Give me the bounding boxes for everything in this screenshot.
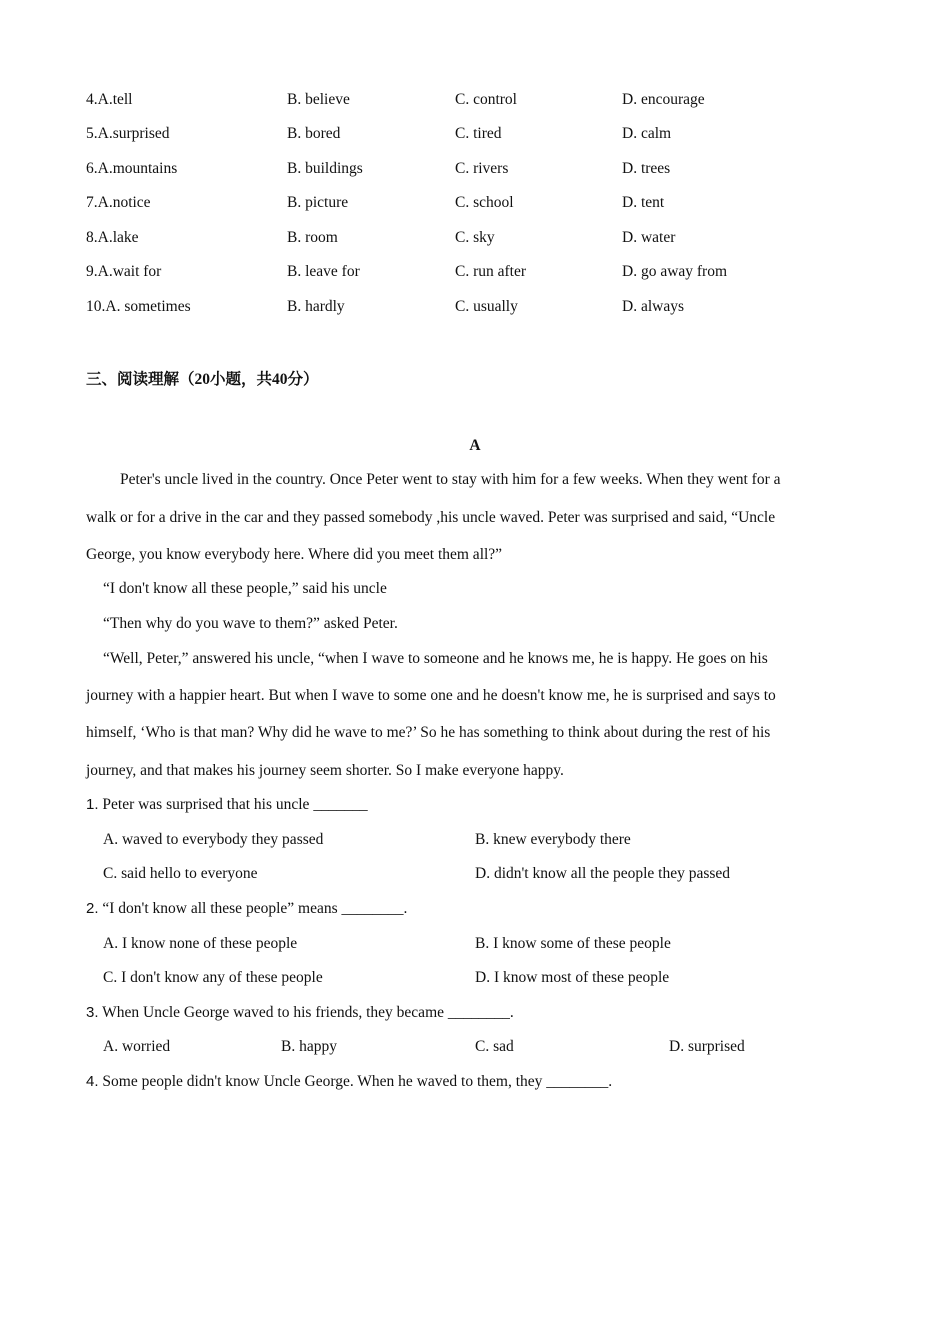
- option-b: B. leave for: [287, 263, 360, 280]
- answer-option-a[interactable]: A. waved to everybody they passed: [103, 831, 324, 848]
- question-number: 3.: [86, 1004, 99, 1021]
- answer-option-b[interactable]: B. I know some of these people: [475, 935, 671, 952]
- passage-line: “Well, Peter,” answered his uncle, “when I wave to someone and he knows me, he is happy. He goes on his: [103, 650, 768, 667]
- option-a: 7.A.notice: [86, 194, 151, 211]
- option-a: 8.A.lake: [86, 229, 139, 246]
- option-a: 6.A.mountains: [86, 160, 178, 177]
- option-c: C. usually: [455, 298, 518, 315]
- passage-line: “I don't know all these people,” said his uncle: [103, 580, 387, 597]
- answer-option-d[interactable]: D. surprised: [669, 1038, 745, 1055]
- passage-line: Peter's uncle lived in the country. Once Peter went to stay with him for a few weeks. When they went for a: [120, 471, 781, 488]
- option-c: C. rivers: [455, 160, 509, 177]
- answer-option-b[interactable]: B. knew everybody there: [475, 831, 631, 848]
- option-d: D. water: [622, 229, 676, 246]
- option-c: C. run after: [455, 263, 527, 280]
- question-text: Peter was surprised that his uncle _______: [102, 796, 368, 813]
- question-text: “I don't know all these people” means ________.: [102, 900, 408, 917]
- passage-line: George, you know everybody here. Where did you meet them all?”: [86, 546, 503, 563]
- option-a: 5.A.surprised: [86, 125, 170, 142]
- question-stem: [86, 796, 368, 814]
- option-c: C. control: [455, 91, 517, 108]
- option-d: D. tent: [622, 194, 665, 211]
- option-b: B. buildings: [287, 160, 363, 177]
- passage-title: A: [469, 437, 481, 454]
- passage-line: “Then why do you wave to them?” asked Peter.: [103, 615, 398, 632]
- option-d: D. encourage: [622, 91, 705, 108]
- option-b: B. hardly: [287, 298, 345, 315]
- option-d: D. trees: [622, 160, 671, 177]
- question-stem: [86, 1004, 514, 1022]
- question-stem: [86, 1073, 612, 1091]
- answer-option-b[interactable]: B. happy: [281, 1038, 337, 1055]
- option-c: C. sky: [455, 229, 495, 246]
- answer-option-d[interactable]: D. didn't know all the people they passed: [475, 865, 731, 882]
- option-b: B. room: [287, 229, 338, 246]
- passage-line: himself, ‘Who is that man? Why did he wave to me?’ So he has something to think about during the rest of his: [86, 724, 771, 741]
- answer-option-d[interactable]: D. I know most of these people: [475, 969, 670, 986]
- option-d: D. calm: [622, 125, 672, 142]
- question-number: 1.: [86, 796, 99, 813]
- passage-line: journey, and that makes his journey seem shorter. So I make everyone happy.: [86, 762, 564, 779]
- question-stem: [86, 900, 407, 918]
- cloze-option-row: [86, 263, 866, 285]
- option-c: C. tired: [455, 125, 502, 142]
- cloze-option-row: [86, 298, 866, 320]
- cloze-option-row: [86, 229, 866, 251]
- question-text: When Uncle George waved to his friends, they became ________.: [102, 1004, 514, 1021]
- question-number: 2.: [86, 900, 99, 917]
- option-d: D. go away from: [622, 263, 728, 280]
- option-a: 4.A.tell: [86, 91, 133, 108]
- cloze-option-row: [86, 194, 866, 216]
- answer-option-c[interactable]: C. said hello to everyone: [103, 865, 258, 882]
- option-a: 10.A. sometimes: [86, 298, 191, 315]
- answer-option-c[interactable]: C. I don't know any of these people: [103, 969, 323, 986]
- answer-option-a[interactable]: A. worried: [103, 1038, 171, 1055]
- cloze-option-row: [86, 91, 866, 113]
- answer-option-c[interactable]: C. sad: [475, 1038, 514, 1055]
- cloze-option-row: [86, 160, 866, 182]
- question-text: Some people didn't know Uncle George. When he waved to them, they ________.: [102, 1073, 613, 1090]
- passage-line: walk or for a drive in the car and they passed somebody ,his uncle waved. Peter was surprised and said, “Uncle: [86, 509, 776, 526]
- option-c: C. school: [455, 194, 514, 211]
- option-b: B. believe: [287, 91, 350, 108]
- option-b: B. picture: [287, 194, 349, 211]
- option-a: 9.A.wait for: [86, 263, 162, 280]
- passage-line: journey with a happier heart. But when I wave to some one and he doesn't know me, he is surprised and says to: [86, 687, 776, 704]
- question-number: 4.: [86, 1073, 99, 1090]
- answer-option-a[interactable]: A. I know none of these people: [103, 935, 298, 952]
- cloze-option-row: [86, 125, 866, 147]
- section-heading: 三、阅读理解（20小题，共40分）: [86, 371, 319, 388]
- option-d: D. always: [622, 298, 684, 315]
- option-b: B. bored: [287, 125, 341, 142]
